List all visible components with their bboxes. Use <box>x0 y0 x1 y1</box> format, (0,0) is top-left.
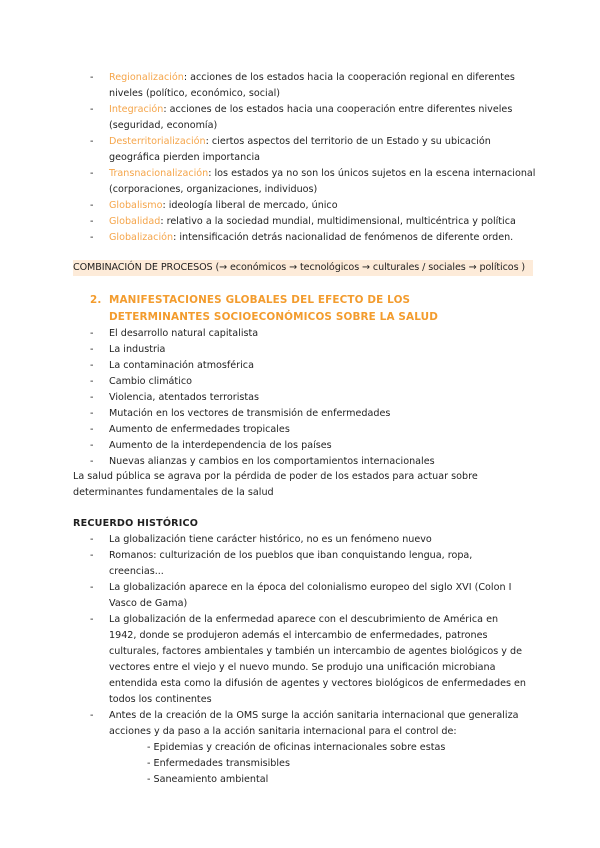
definition-item <box>90 230 540 246</box>
list-item: - Romanos: culturización de los pueblos que iban conquistando lengua, ropa, creencias... <box>90 548 528 580</box>
definition-item <box>90 198 540 214</box>
definition-text: : los estados ya no son los únicos sujetos en la escena internacional (corporaciones, organizaciones, individuos) <box>109 168 536 195</box>
sublist-item: - Epidemias y creación de oficinas internacionales sobre estas <box>147 742 446 753</box>
section-number: 2. <box>90 294 102 306</box>
definition-term: Globalismo <box>109 200 163 211</box>
list-item: - La industria <box>90 342 520 358</box>
definition-text: : ciertos aspectos del territorio de un Estado y su ubicación geográfica pierden importancia <box>109 136 491 163</box>
list-item <box>90 708 528 788</box>
combination-highlight: COMBINACIÓN DE PROCESOS (→ económicos → tecnológicos → culturales / sociales → políticos ) <box>73 260 533 276</box>
definition-text: : ideología liberal de mercado, único <box>162 200 338 211</box>
definition-term: Globalidad <box>109 216 161 227</box>
definition-item <box>90 134 540 166</box>
definition-text: : acciones de los estados hacia la cooperación regional en diferentes niveles (político, económico, social) <box>109 72 515 99</box>
section-title: MANIFESTACIONES GLOBALES DEL EFECTO DE LOS DETERMINANTES SOCIOECONÓMICOS SOBRE LA SALUD <box>109 294 438 323</box>
definition-text: : acciones de los estados hacia una cooperación entre diferentes niveles (seguridad, economía) <box>109 104 513 131</box>
definition-term: Transnacionalización <box>109 168 209 179</box>
manifestations-list <box>90 326 520 470</box>
definition-term: Integración <box>109 104 164 115</box>
definition-item <box>90 166 540 198</box>
definition-term: Desterritorialización <box>109 136 206 147</box>
definition-text: : intensificación detrás nacionalidad de fenómenos de diferente orden. <box>173 232 514 243</box>
definitions-list <box>90 70 540 246</box>
section-heading <box>90 292 510 326</box>
definition-text: : relativo a la sociedad mundial, multidimensional, multicéntrica y política <box>160 216 516 227</box>
definition-item <box>90 102 540 134</box>
list-item: - Aumento de la interdependencia de los países <box>90 438 520 454</box>
sublist-item: - Saneamiento ambiental <box>147 774 269 785</box>
definition-term: Globalización <box>109 232 174 243</box>
historic-heading: RECUERDO HISTÓRICO <box>73 518 199 529</box>
list-item: - La contaminación atmosférica <box>90 358 520 374</box>
paragraph-public-health: La salud pública se agrava por la pérdida de poder de los estados para actuar sobre determinantes fundamentales de la salud <box>73 471 478 498</box>
history-list <box>90 532 528 788</box>
list-item: - Nuevas alianzas y cambios en los comportamientos internacionales <box>90 454 520 470</box>
sublist <box>109 740 528 788</box>
list-item: - El desarrollo natural capitalista <box>90 326 520 342</box>
definition-item <box>90 70 540 102</box>
definition-term: Regionalización <box>109 72 184 83</box>
sublist-item: - Enfermedades transmisibles <box>147 758 290 769</box>
definition-item <box>90 214 540 230</box>
list-item: - Violencia, atentados terroristas <box>90 390 520 406</box>
list-item: - La globalización tiene carácter histórico, no es un fenómeno nuevo <box>90 532 528 548</box>
list-item: - La globalización aparece en la época del colonialismo europeo del siglo XVI (Colon I Vasco de Gama) <box>90 580 528 612</box>
list-item: - Mutación en los vectores de transmisión de enfermedades <box>90 406 520 422</box>
list-item: - La globalización de la enfermedad aparece con el descubrimiento de América en 1942, donde se produjeron además el intercambio de enfermedades, patrones culturales, factores ambientales y también un intercambio de agentes biológicos y de vectores entre el viejo y el nuevo mundo. Se produjo una unificación microbiana entendida esta como la difusión de agentes y vectores biológicos de enfermedades en todos los continentes <box>90 612 528 708</box>
list-item: - Cambio climático <box>90 374 520 390</box>
list-item-text: Antes de la creación de la OMS surge la acción sanitaria internacional que generaliza acciones y da paso a la acción sanitaria internacional para el control de: <box>109 710 519 737</box>
list-item: - Aumento de enfermedades tropicales <box>90 422 520 438</box>
